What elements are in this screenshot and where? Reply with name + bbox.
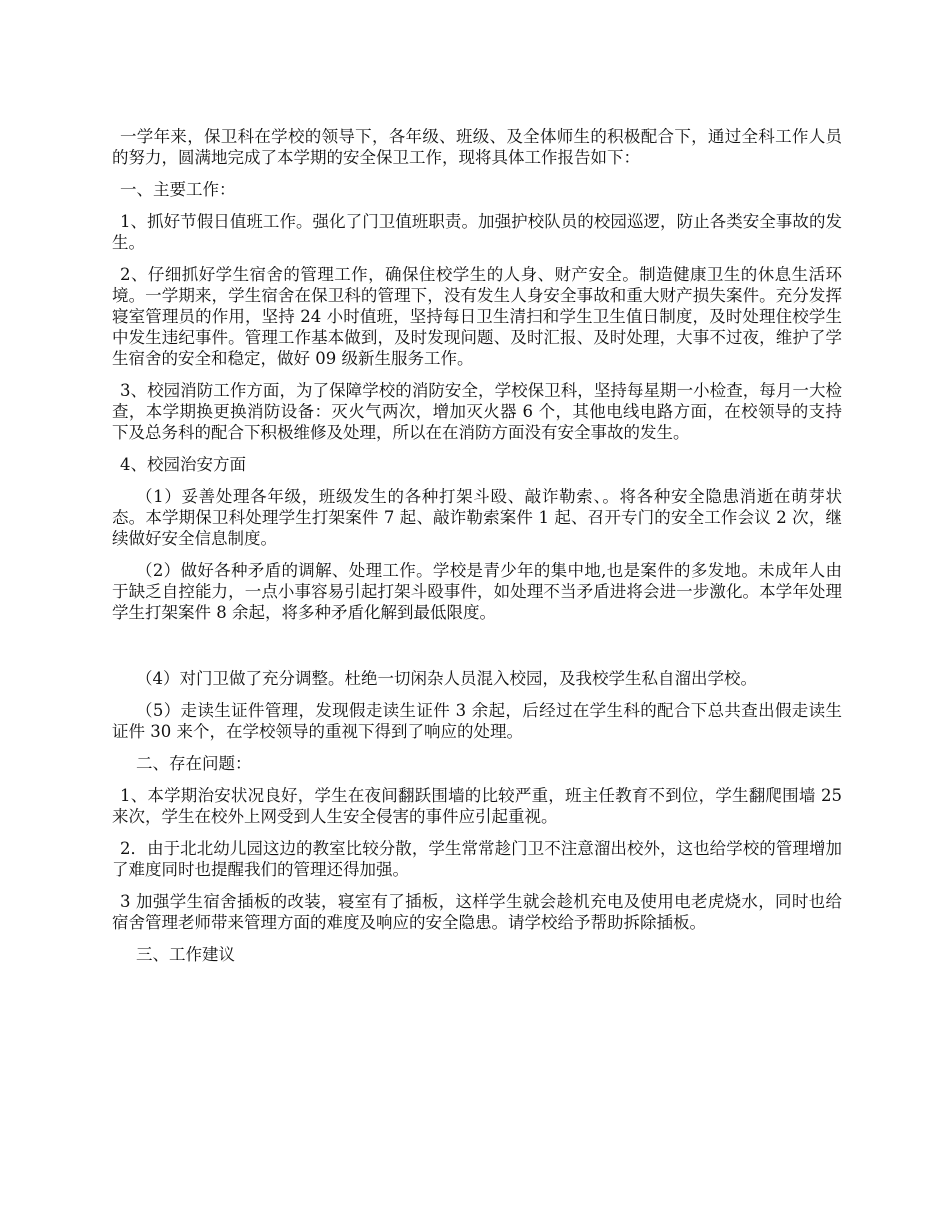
subitem-5-student-ids: （5）走读生证件管理，发现假走读生证件 3 余起，后经过在学生科的配合下总共查出假走读生证件 30 来个，在学校领导的重视下得到了响应的处理。 (112, 701, 842, 741)
intro-paragraph: 一学年来，保卫科在学校的领导下，各年级、班级、及全体师生的积极配合下，通过全科工作人员的努力，圆满地完成了本学期的安全保卫工作，现将具体工作报告如下： (112, 127, 842, 167)
subitem-2-conflict-mediation: （2）做好各种矛盾的调解、处理工作。学校是青少年的集中地,也是案件的多发地。未成年人由于缺乏自控能力，一点小事容易引起打架斗殴事件，如处理不当矛盾进将会进一步激化。本学年处理学生打架案件 8 余起，将多种矛盾化解到最低限度。 (112, 561, 842, 622)
document-body (112, 126, 842, 976)
section-heading-main-work: 一、主要工作： (120, 180, 236, 199)
subitem-4-gate-guard: （4）对门卫做了充分调整。杜绝一切闲杂人员混入校园，及我校学生私自溜出学校。 (136, 669, 757, 688)
problem-2-classroom-dispersion: 2．由于北北幼儿园这边的教室比较分散，学生常常趁门卫不注意溜出校外，这也给学校的管理增加了难度同时也提醒我们的管理还得加强。 (112, 839, 842, 879)
section-heading-suggestions: 三、工作建议 (136, 945, 235, 964)
problem-1-wall-climbing: 1、本学期治安状况良好，学生在夜间翻跃围墙的比较严重，班主任教育不到位，学生翻爬围墙 25 来次，学生在校外上网受到人生安全侵害的事件应引起重视。 (112, 786, 842, 826)
subitem-1-fights: （1）妥善处理各年级，班级发生的各种打架斗殴、敲诈勒索、。将各种安全隐患消逝在萌芽状态。本学期保卫科处理学生打架案件 7 起、敲诈勒索案件 1 起、召开专门的安全工作会议 2 次，继续做好安全信息制度。 (112, 487, 842, 548)
section-heading-problems: 二、存在问题： (136, 754, 252, 773)
item-holiday-duty: 1、抓好节假日值班工作。强化了门卫值班职责。加强护校队员的校园巡逻，防止各类安全事故的发生。 (112, 212, 842, 252)
item-campus-security-heading: 4、校园治安方面 (120, 455, 246, 474)
item-dormitory-management: 2、仔细抓好学生宿舍的管理工作，确保住校学生的人身、财产安全。制造健康卫生的休息生活环境。一学期来，学生宿舍在保卫科的管理下，没有发生人身安全事故和重大财产损失案件。充分发挥寝室管理员的作用，坚持 24 小时值班，坚持每日卫生清扫和学生卫生值日制度，及时处理住校学生中发生违纪事件。管理工作基本做到，及时发现问题、及时汇报、及时处理，大事不过夜，维护了学生宿舍的安全和稳定，做好 09 级新生服务工作。 (112, 265, 842, 368)
item-fire-safety: 3、校园消防工作方面，为了保障学校的消防安全，学校保卫科，坚持每星期一小检查，每月一大检查，本学期换更换消防设备：灭火气两次，增加灭火器 6 个，其他电线电路方面，在校领导的支持下及总务科的配合下积极维修及处理，所以在在消防方面没有安全事故的发生。 (112, 381, 842, 442)
problem-3-power-strips: 3 加强学生宿舍插板的改装，寝室有了插板，这样学生就会趁机充电及使用电老虎烧水，同时也给宿舍管理老师带来管理方面的难度及响应的安全隐患。请学校给予帮助拆除插板。 (112, 892, 842, 932)
blank-gap (112, 634, 842, 668)
